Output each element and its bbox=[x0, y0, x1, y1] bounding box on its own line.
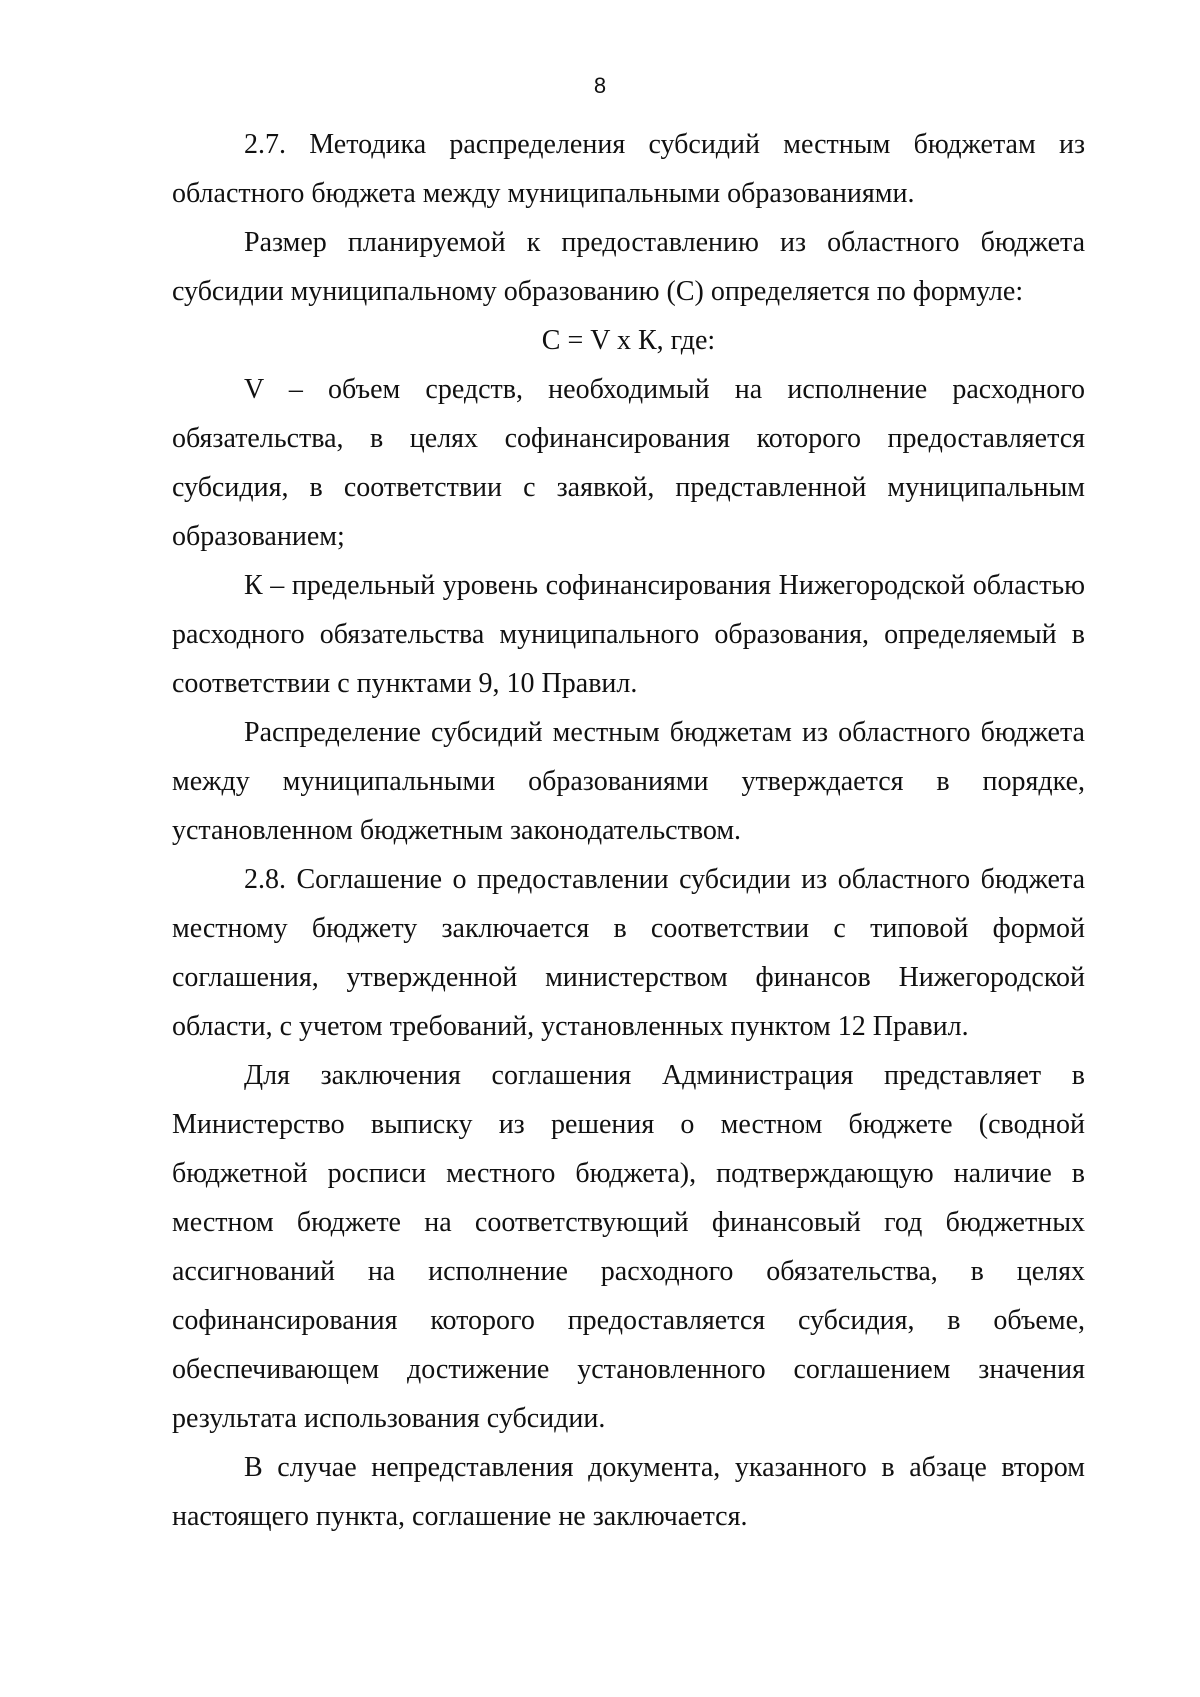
paragraph-subsidy-size: Размер планируемой к предоставлению из областного бюджета субсидии муниципальному образованию (С) определяется по формуле: bbox=[172, 227, 1085, 307]
formula: С = V х К, где: bbox=[541, 325, 716, 356]
paragraph-k-definition: К – предельный уровень софинансирования Нижегородской областью расходного обязательства муниципального образования, определяемый в соответствии с пунктами 9, 10 Правил. bbox=[172, 570, 1085, 699]
paragraph-non-submission: В случае непредставления документа, указанного в абзаце втором настоящего пункта, соглашение не заключается. bbox=[172, 1452, 1085, 1532]
paragraph-agreement-documents: Для заключения соглашения Администрация представляет в Министерство выписку из решения о местном бюджете (сводной бюджетной росписи местного бюджета), подтверждающую наличие в местном бюджете на соответствующий финансовый год бюджетных ассигнований на исполнение расходного обязательства, в целях софинансирования которого предоставляется субсидия, в объеме, обеспечивающем достижение установленного соглашением значения результата использования субсидии. bbox=[172, 1060, 1085, 1434]
document-body bbox=[172, 120, 1085, 1541]
page-number: 8 bbox=[593, 73, 607, 98]
paragraph-v-definition: V – объем средств, необходимый на исполнение расходного обязательства, в целях софинансирования которого предоставляется субсидия, в соответствии с заявкой, представленной муниципальным образованием; bbox=[172, 374, 1085, 552]
paragraph-2-8: 2.8. Соглашение о предоставлении субсидии из областного бюджета местному бюджету заключается в соответствии с типовой формой соглашения, утвержденной министерством финансов Нижегородской области, с учетом требований, установленных пунктом 12 Правил. bbox=[172, 864, 1085, 1042]
paragraph-2-7: 2.7. Методика распределения субсидий местным бюджетам из областного бюджета между муниципальными образованиями. bbox=[172, 129, 1085, 209]
paragraph-distribution: Распределение субсидий местным бюджетам из областного бюджета между муниципальными образованиями утверждается в порядке, установленном бюджетным законодательством. bbox=[172, 717, 1085, 846]
